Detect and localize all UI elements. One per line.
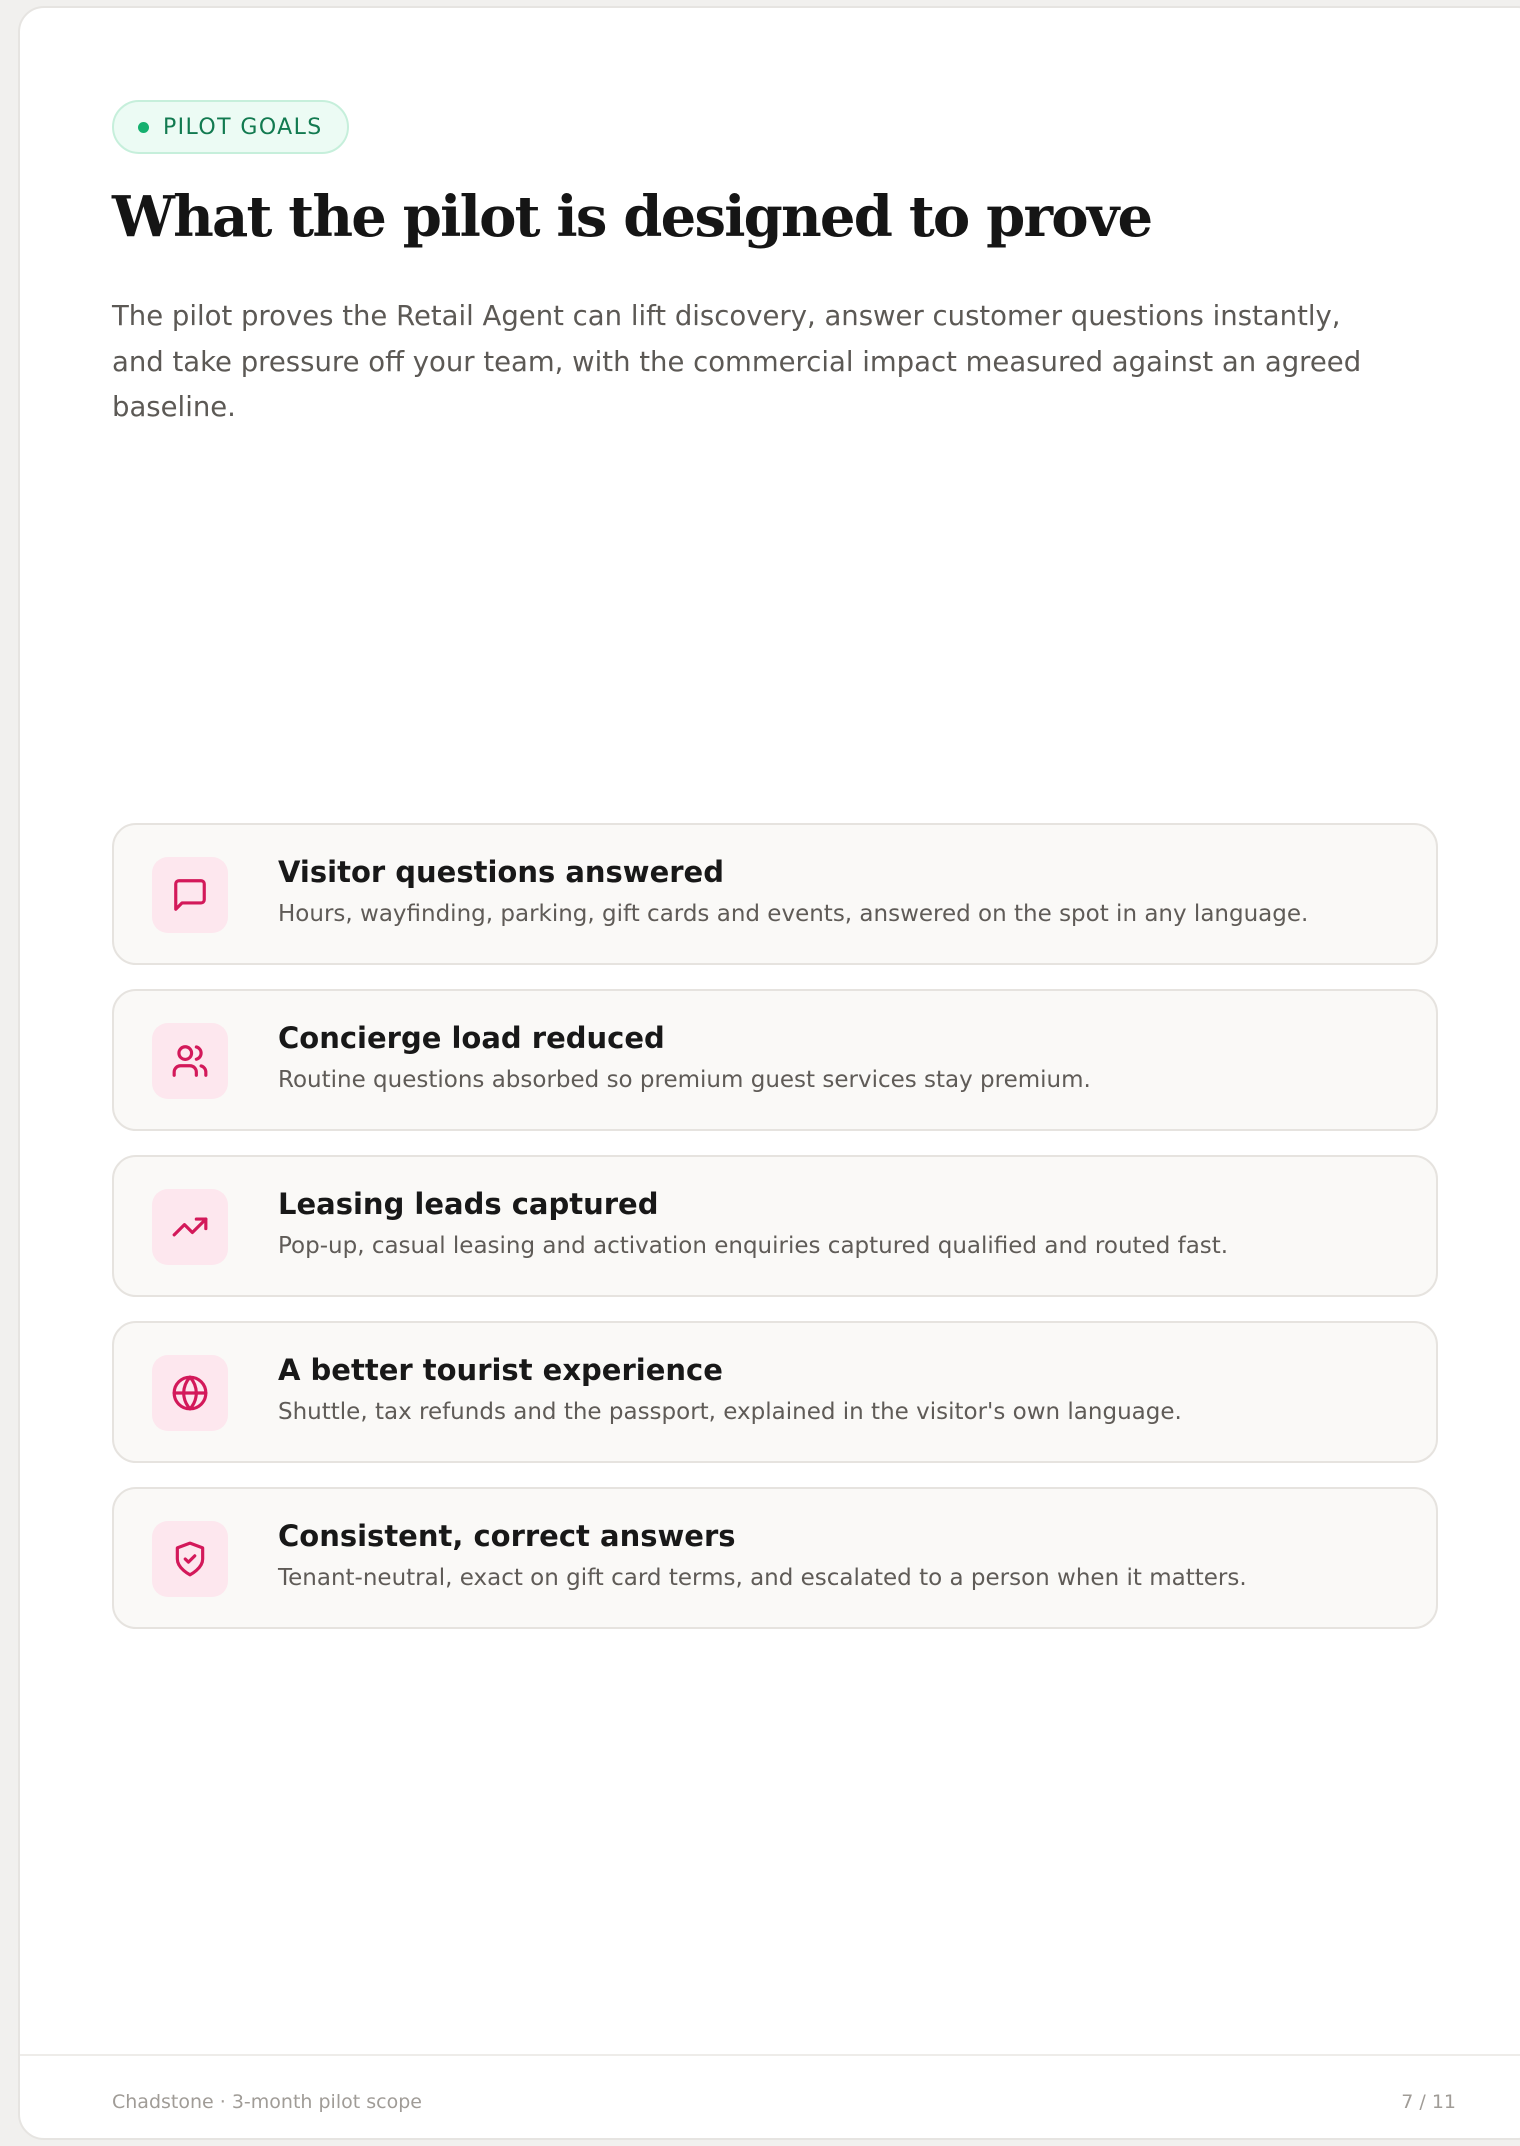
goal-card-tourist-experience	[112, 1321, 1438, 1463]
badge-label: PILOT GOALS	[163, 114, 323, 140]
goal-title: Concierge load reduced	[278, 1021, 665, 1055]
footer-divider	[20, 2054, 1520, 2056]
globe-icon	[152, 1355, 228, 1431]
page-title: What the pilot is designed to prove	[112, 184, 1152, 250]
users-icon	[152, 1023, 228, 1099]
goal-description: Tenant-neutral, exact on gift card terms, and escalated to a person when it matters.	[278, 1565, 1247, 1591]
goal-title: Visitor questions answered	[278, 855, 724, 889]
goal-description: Pop-up, casual leasing and activation enquiries captured qualified and routed fast.	[278, 1233, 1229, 1259]
goal-title: Consistent, correct answers	[278, 1519, 736, 1553]
goal-card-leasing-leads	[112, 1155, 1438, 1297]
status-dot-icon	[138, 122, 149, 133]
shield-check-icon	[152, 1521, 228, 1597]
footer-document-label: Chadstone · 3-month pilot scope	[112, 2091, 422, 2113]
goal-card-consistent-answers	[112, 1487, 1438, 1629]
goal-description: Routine questions absorbed so premium guest services stay premium.	[278, 1067, 1091, 1093]
goals-list	[112, 823, 1438, 1653]
intro-paragraph: The pilot proves the Retail Agent can lift discovery, answer customer questions instantly, and take pressure off your team, with the commercial impact measured against an agreed baseline.	[112, 300, 1362, 423]
goal-card-concierge-load	[112, 989, 1438, 1131]
slide-page	[18, 6, 1520, 2140]
trending-up-icon	[152, 1189, 228, 1265]
goal-title: A better tourist experience	[278, 1353, 723, 1387]
goal-description: Shuttle, tax refunds and the passport, explained in the visitor's own language.	[278, 1399, 1182, 1425]
goal-title: Leasing leads captured	[278, 1187, 659, 1221]
page-number: 7 / 11	[1401, 2091, 1456, 2113]
message-square-icon	[152, 857, 228, 933]
goal-description: Hours, wayfinding, parking, gift cards and events, answered on the spot in any language.	[278, 901, 1309, 927]
section-badge	[112, 100, 349, 154]
goal-card-visitor-questions	[112, 823, 1438, 965]
